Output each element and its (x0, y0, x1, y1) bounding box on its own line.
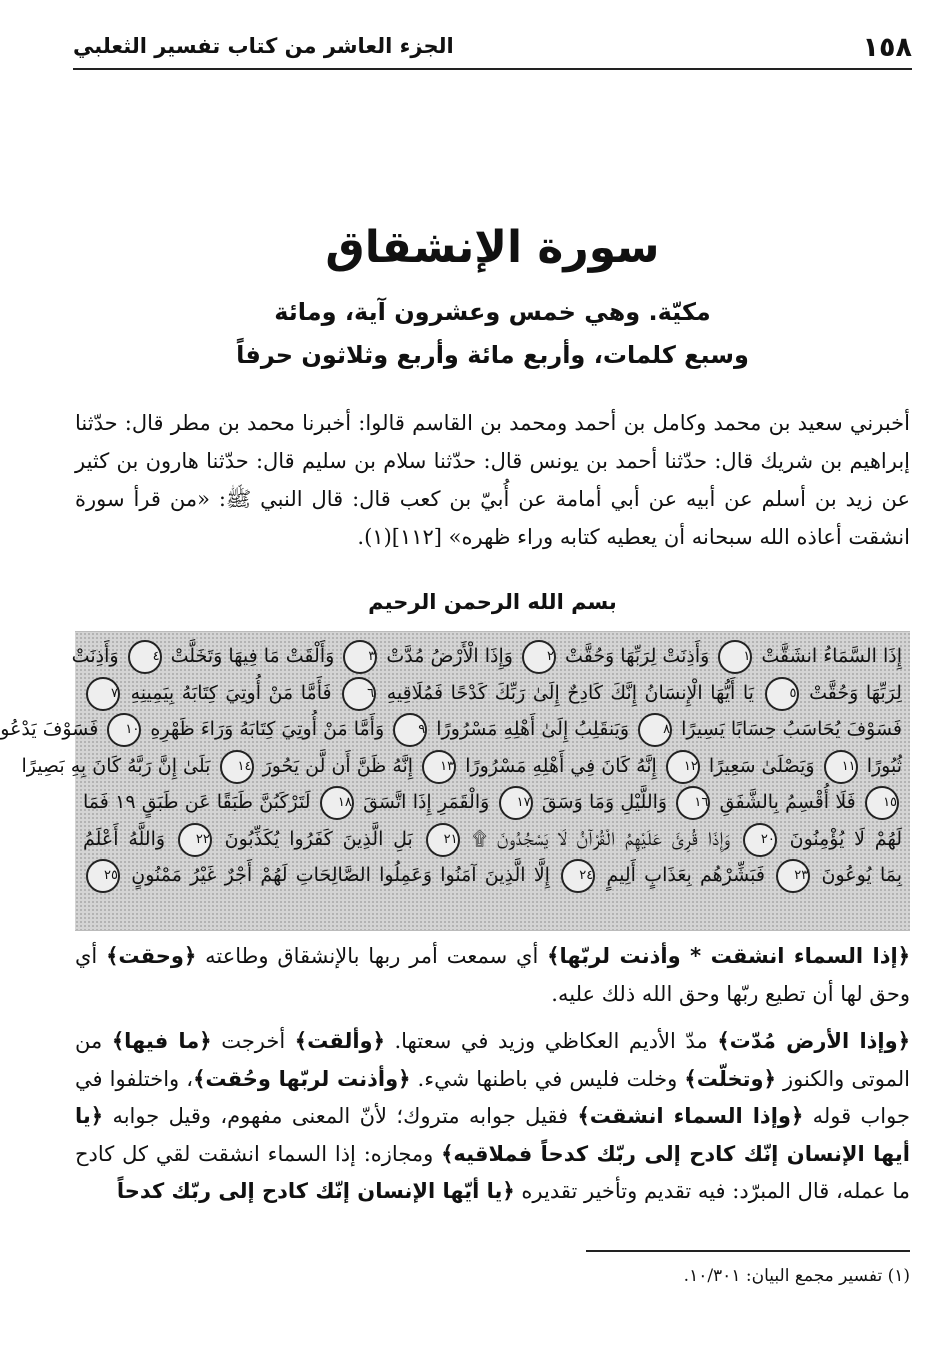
quran-quote: ﴿وتخلّت﴾ (684, 1066, 776, 1091)
ayah-text: وَأَذِنَتْ (71, 645, 119, 667)
commentary-text: مدّ الأديم العكاظي وزيد في سعتها. (384, 1029, 718, 1053)
ayah-text: فَسَوْفَ يُحَاسَبُ حِسَابًا يَسِيرًا (681, 718, 902, 740)
surah-subtitle-line-1: مكيّة. وهي خمس وعشرون آية، ومائة (274, 298, 711, 326)
ayah-number-marker: ٨ (638, 713, 672, 747)
quran-quote: ﴿وحقت﴾ (106, 944, 197, 968)
tafsir-body (75, 938, 910, 1221)
ayah-text: وَاللَّهُ أَعْلَمُ (83, 827, 166, 850)
ayah-number-marker: ٢٠ (743, 823, 777, 857)
ayah-text: إِنَّهُ ظَنَّ أَن لَّن يَحُورَ (262, 754, 414, 777)
ayah-text: بِمَا يُوعُونَ (821, 864, 903, 886)
isnad-paragraph (75, 404, 910, 556)
quran-quote: ﴿يا أيها الإنسان إنّك كادح إلى ربّك كدحاً فملاقيه﴾ (75, 1104, 910, 1166)
quran-quote: ﴿وإذا السماء انشقت﴾ (577, 1104, 804, 1128)
ayah-number-marker: ١٨ (320, 786, 354, 820)
quran-line (83, 857, 902, 894)
ayah-text: لَهُمْ لَا يُؤْمِنُونَ (789, 827, 902, 850)
ayah-text: وَأَمَّا مَنْ أُوتِيَ كِتَابَهُ وَرَاءَ ظَهْرِهِ (150, 718, 385, 740)
ayah-number-marker: ١٢ (666, 750, 700, 784)
ayah-number-marker: ٣ (343, 640, 377, 674)
surah-subtitle-line-2: وسبع كلمات، وأربع مائة وأربع وثلاثون حرفاً (236, 341, 749, 369)
quran-quote: ﴿ما فيها﴾ (111, 1029, 212, 1053)
page-header (73, 28, 912, 70)
commentary-text: أخرجت (211, 1029, 295, 1053)
ayah-text: بَلِ الَّذِينَ كَفَرُوا يُكَذِّبُونَ (224, 827, 413, 850)
quran-quote: ﴿يا أيّها الإنسان إنّك كادح إلى ربّك كدحاً (116, 1179, 515, 1203)
ayah-text: لَتَرْكَبُنَّ طَبَقًا عَن طَبَقٍ ١٩ فَمَا (83, 791, 311, 813)
quran-text-block (0, 631, 910, 931)
commentary-text: وخلت فليس في باطنها شيء. (410, 1066, 685, 1091)
ayah-text: وَإِذَا الْأَرْضُ مُدَّتْ (386, 645, 513, 667)
ayah-text: وَيَنقَلِبُ إِلَىٰ أَهْلِهِ مَسْرُورًا (436, 718, 630, 740)
ayah-number-marker: ١٥ (865, 786, 899, 820)
quran-line (71, 638, 902, 675)
ayah-text: لِرَبِّهَا وَحُقَّتْ (809, 681, 902, 704)
quran-quote: ﴿وإذا الأرض مُدّت﴾ (717, 1029, 910, 1053)
commentary-text: أي وحق لها أن تطيع ربّها وحق الله ذلك عليه. (75, 944, 910, 1006)
quran-line (83, 784, 902, 821)
ayah-text: فَسَوْفَ يَدْعُو (0, 718, 99, 740)
quran-line (21, 748, 902, 785)
ayah-text: إِذَا السَّمَاءُ انشَقَّتْ (761, 645, 902, 667)
quran-quote: ﴿إذا السماء انشقت * وأذنت لربّها﴾ (547, 944, 911, 968)
commentary-text: من الموتى والكنوز (75, 1029, 910, 1091)
commentary-text: فقيل جوابه متروك؛ لأنّ المعنى مفهوم، وقيل جوابه (103, 1104, 578, 1128)
ayah-number-marker: ٩ (393, 713, 427, 747)
ayah-number-marker: ٤ (128, 640, 162, 674)
ayah-number-marker: ٦ (342, 677, 376, 711)
quran-quote: ﴿وألقت﴾ (294, 1029, 385, 1053)
tafsir-paragraph-2 (75, 1023, 910, 1211)
quran-line (0, 711, 902, 748)
ayah-text: بَلَىٰ إِنَّ رَبَّهُ كَانَ بِهِ بَصِيرًا (21, 754, 211, 777)
ayah-number-marker: ٢ (522, 640, 556, 674)
ayah-text: إِلَّا الَّذِينَ آمَنُوا وَعَمِلُوا الصَّالِحَاتِ لَهُمْ أَجْرٌ غَيْرُ مَمْنُونٍ (131, 864, 550, 886)
ayah-number-marker: ٢٤ (561, 859, 595, 893)
ayah-text: فَبَشِّرْهُم بِعَذَابٍ أَلِيمٍ (606, 864, 765, 886)
surah-title: سورة الإنشقاق (325, 222, 660, 273)
ayah-text: وَأَذِنَتْ لِرَبِّهَا وَحُقَّتْ (565, 645, 710, 667)
ayah-number-marker: ١٤ (220, 750, 254, 784)
ayah-text: وَاللَّيْلِ وَمَا وَسَقَ (541, 791, 668, 813)
isnad-text: أخبرني سعيد بن محمد وكامل بن أحمد ومحمد بن القاسم قالوا: أخبرنا محمد بن مطر قال: حدّثنا إبراهيم بن شريك قال: حدّثنا أحمد بن يونس قال: حدّثنا سلام بن سليم قال: حدّثنا هارون بن كثير عن زيد بن أسلم عن أبيه عن أبي أمامة عن أُبيّ بن كعب قال: قال النبي ﷺ: «من قرأ سورة انشقت أعاذه الله سبحانه أن يعطيه كتابه وراء ظهره» [١١٢](١). (75, 411, 911, 549)
ayah-text: ثُبُورًا (866, 754, 902, 777)
ayah-number-marker: ٢١ (426, 823, 460, 857)
ayah-text: وَأَلْقَتْ مَا فِيهَا وَتَخَلَّتْ (170, 645, 335, 667)
ayah-number-marker: ١ (718, 640, 752, 674)
quran-line (83, 675, 902, 712)
ayah-text: يَا أَيُّهَا الْإِنسَانُ إِنَّكَ كَادِحٌ إِلَىٰ رَبِّكَ كَدْحًا فَمُلَاقِيهِ (386, 681, 754, 704)
ayah-number-marker: ١١ (824, 750, 858, 784)
ayah-number-marker: ١٠ (107, 713, 141, 747)
ayah-number-marker: ١٦ (676, 786, 710, 820)
page-number: ١٥٨ (862, 32, 912, 63)
ayah-text: وَيَصْلَىٰ سَعِيرًا (708, 754, 815, 777)
commentary-text: ومجازه: إذا السماء انشقت لقي كل كادح ما عمله، قال المبرّد: فيه تقديم وتأخير تقديره (75, 1141, 910, 1203)
commentary-text: أي سمعت أمر ربها بالإنشقاق وطاعته (196, 944, 548, 968)
ayah-number-marker: ٥ (765, 677, 799, 711)
basmala: بسم الله الرحمن الرحيم (368, 590, 617, 614)
quran-line (83, 821, 902, 858)
footnote-separator (586, 1250, 910, 1252)
ayah-number-marker: ٢٣ (776, 859, 810, 893)
commentary-text: ، واختلفوا في جواب قوله (75, 1066, 910, 1128)
ayah-number-marker: ١٧ (499, 786, 533, 820)
ayah-number-marker: ٢٢ (178, 823, 212, 857)
running-title: الجزء العاشر من كتاب تفسير الثعلبي (73, 34, 454, 58)
ayah-number-marker: ١٣ (422, 750, 456, 784)
quran-quote: ﴿وأذنت لربّها وحُقت﴾ (193, 1066, 411, 1091)
ayah-text: وَإِذَا قُرِئَ عَلَيْهِمُ الْقُرْآنُ لَا يَسْجُدُونَ ۩ (472, 827, 731, 850)
ayah-text: فَأَمَّا مَنْ أُوتِيَ كِتَابَهُ بِيَمِينِهِ (130, 681, 332, 704)
footnote: (١) تفسير مجمع البيان: ١٠/٣٠١. (683, 1266, 910, 1286)
ayah-number-marker: ٢٥ (86, 859, 120, 893)
ayah-text: إِنَّهُ كَانَ فِي أَهْلِهِ مَسْرُورًا (465, 754, 657, 777)
ayah-text: وَالْقَمَرِ إِذَا اتَّسَقَ (363, 791, 490, 813)
ayah-text: فَلَا أُقْسِمُ بِالشَّفَقِ (719, 791, 856, 813)
tafsir-paragraph-1 (75, 938, 910, 1013)
ayah-number-marker: ٧ (86, 677, 120, 711)
